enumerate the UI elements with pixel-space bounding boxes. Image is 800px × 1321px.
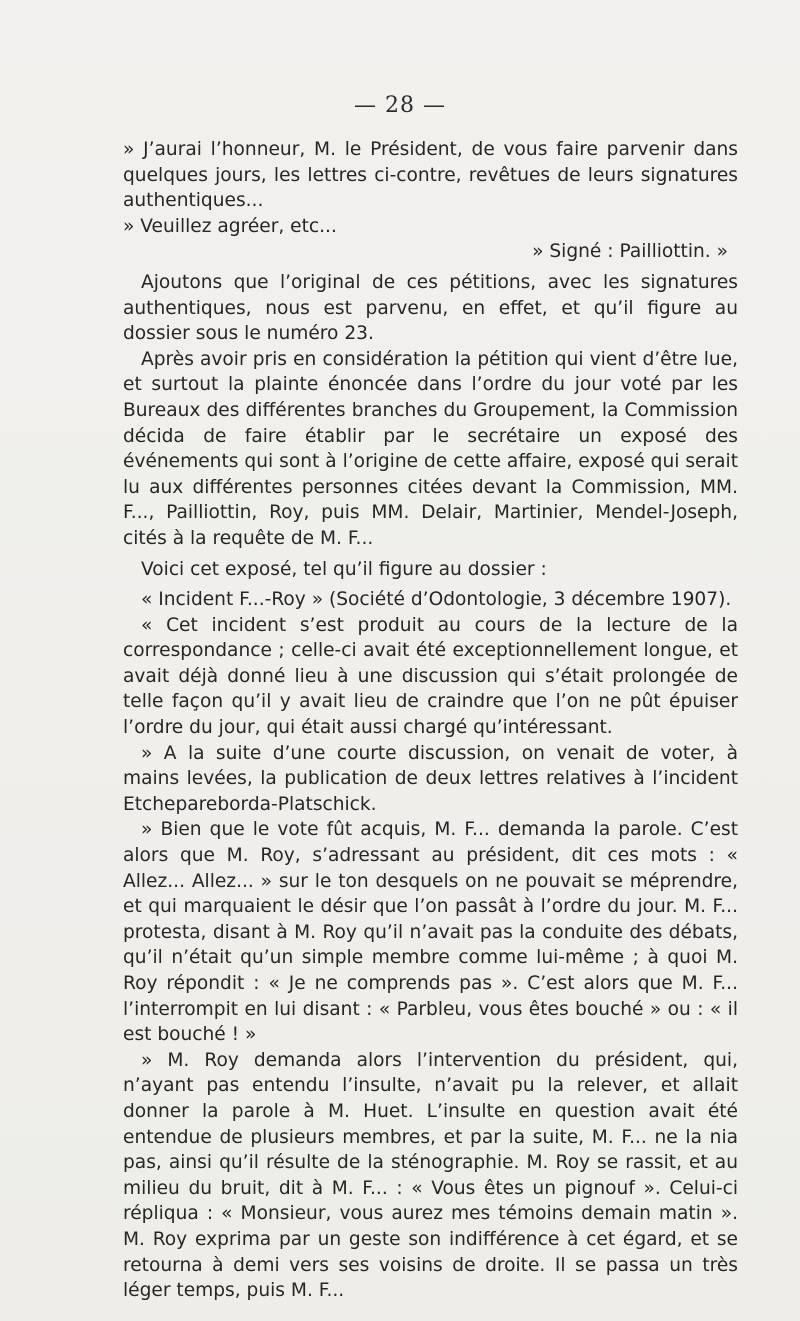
paragraph-vote: » A la suite d’une courte discussion, on venait de voter, à mains levées, la publication de deux lettres relatives à l’incident Etchepareborda-Platschick. xyxy=(123,742,738,815)
page-number: — 28 — xyxy=(354,93,446,118)
paragraph-commission: Après avoir pris en considération la pétition qui vient d’être lue, et surtout la plainte énoncée dans l’ordre du jour voté par les Bureaux des différentes branches du Groupement, la Commission décida de faire établir par le secrétaire un exposé des événements qui sont à l’origine de cette affaire, exposé qui serait lu aux différentes personnes citées devant la Commission, MM. F..., Pailliottin, Roy, puis MM. Delair, Martinier, Mendel-Joseph, cités à la requête de M. F... xyxy=(123,348,738,549)
paragraph-salutation: » Veuillez agréer, etc... xyxy=(123,215,337,237)
body-text xyxy=(123,137,738,1304)
paragraph-expose-intro: Voici cet exposé, tel qu’il figure au dossier : xyxy=(141,558,547,580)
paragraph-altercation: » Bien que le vote fût acquis, M. F... demanda la parole. C’est alors que M. Roy, s’adressant au président, dit ces mots : « Allez... Allez... » sur le ton desquels on ne pouvait se méprendre, et qui marquaient le désir que l’on passât à l’ordre du jour. M. F... protesta, disant à M. Roy qu’il n’avait pas la conduite des débats, qu’il n’était qu’un simple membre comme lui-même ; à quoi M. Roy répondit : « Je ne comprends pas ». C’est alors que M. F... l’interrompit en lui disant : « Parbleu, vous êtes bouché » ou : « il est bouché ! » xyxy=(123,819,738,1046)
paragraph-letter-close: » J’aurai l’honneur, M. le Président, de vous faire parvenir dans quelques jours, les lettres ci-contre, revêtues de leurs signatures authentiques... xyxy=(123,139,738,212)
paragraph-insult: » M. Roy demanda alors l’intervention du président, qui, n’ayant pas entendu l’insulte, n’avait pu la relever, et allait donner la parole à M. Huet. L’insulte en question avait été entendue de plusieurs membres, et par la suite, M. F... ne la nia pas, ainsi qu’il résulte de la sténographie. M. Roy se rassit, et au milieu du bruit, dit à M. F... : « Vous êtes un pignouf ». Celui-ci répliqua : « Monsieur, vous aurez mes témoins demain matin ». M. Roy exprima par un geste son indifférence à cet égard, et se retourna à demi vers ses voisins de droite. Il se passa un très léger temps, puis M. F... xyxy=(123,1049,738,1302)
paragraph-incident-title: « Incident F...-Roy » (Société d’Odontologie, 3 décembre 1907). xyxy=(141,589,732,611)
paragraph-incident-context: « Cet incident s’est produit au cours de la lecture de la correspondance ; celle-ci avait été exceptionnellement longue, et avait déjà donné lieu à une discussion qui s’était prolongée de telle façon qu’il y avait lieu de craindre que l’on ne pût épuiser l’ordre du jour, qui était aussi chargé qu’intéressant. xyxy=(123,614,738,739)
paragraph-signature: » Signé : Pailliottin. » xyxy=(532,241,728,263)
paragraph-petitions-note: Ajoutons que l’original de ces pétitions, avec les signatures authentiques, nous est parvenu, en effet, et qu’il figure au dossier sous le numéro 23. xyxy=(123,271,738,345)
